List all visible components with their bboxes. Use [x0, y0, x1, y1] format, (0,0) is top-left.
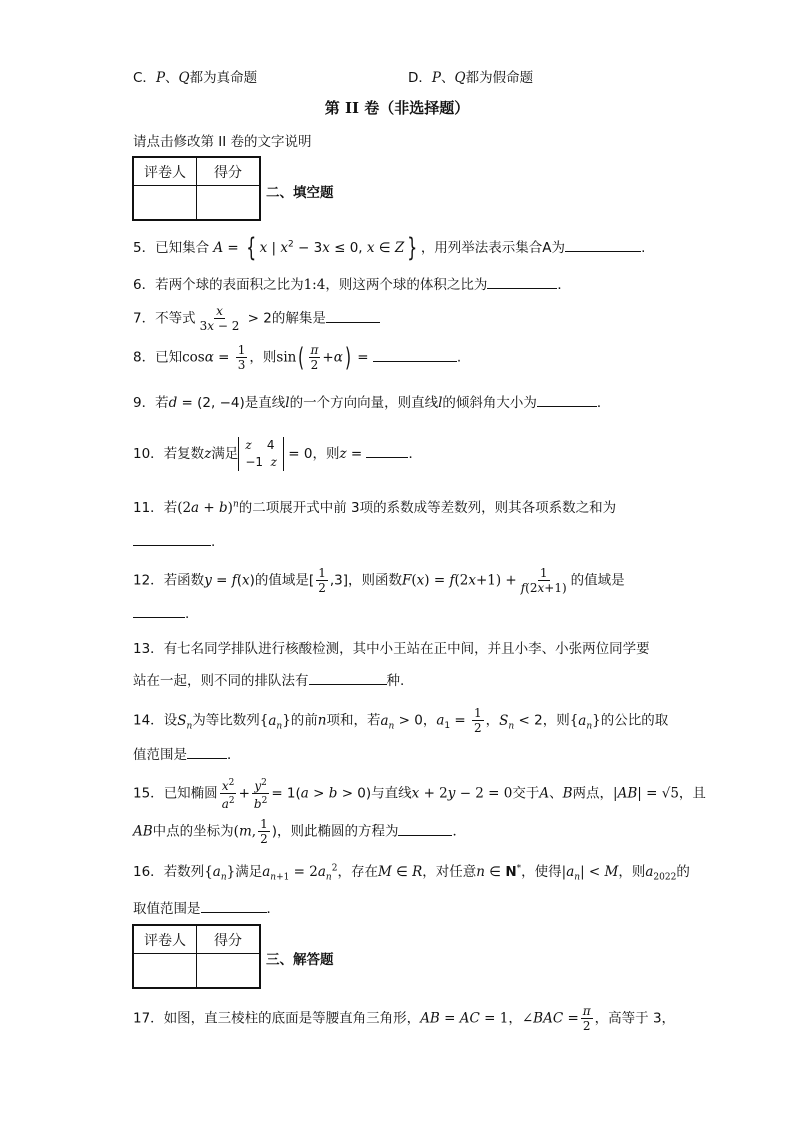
- question-7: 7．不等式 $\frac{x}{3x - 2}$ > 2的解集是: [133, 304, 380, 333]
- question-15-line2: AB中点的坐标为(m, $\frac{1}{2}$ )，则此椭圆的方程为 ．: [133, 817, 466, 846]
- grader-cell: [133, 186, 197, 221]
- question-14: 14．设$S_n$为等比数列$\{a_n\}$的前n项和，若$a_n > 0$，$a_1$ = $\frac{1}{2}$ ，$S_n < 2$，则$\{a_n\}$的公比的取: [133, 706, 669, 735]
- question-12-blank: .: [133, 604, 189, 622]
- question-12: 12．若函数y = f(x)的值域是[ $\frac{1}{2}$ ,3]，则函数F(x) = f(2x+1) + $\frac{1}{f(2x+1)}$ 的值域是: [133, 566, 625, 595]
- question-9: 9．若d = (2, −4)是直线l的一个方向向量，则直线l的倾斜角大小为 ．: [133, 395, 611, 411]
- question-11: 11．若$(2a + b)^n$的二项展开式中前 3项的系数成等差数列，则其各项系数之和为: [133, 499, 617, 516]
- score-label: 得分: [197, 925, 261, 954]
- question-5: 5．已知集合 A = { x | $x^2 - 3x \le 0$, x ∈ Z } ，用列举法表示集合A为 .: [133, 233, 646, 263]
- question-13-line2: 站在一起，则不同的排队法有 种.: [133, 673, 405, 689]
- score-box: [132, 156, 261, 221]
- question-11-blank: .: [133, 532, 215, 550]
- question-15: 15．已知椭圆 $\frac{x^2}{a^2}$ + $\frac{y^2}{b^2}$ = 1(a > b > 0)与直线x + 2y − 2 = 0交于A、B两点，|AB| = √5，且: [133, 778, 706, 811]
- question-6: 6．若两个球的表面积之比为1:4，则这两个球的体积之比为 ．: [133, 277, 571, 293]
- question-8: 8．已知cosα = $\frac{1}{3}$ ，则sin( $\frac{\pi}{2}$ +α) = .: [133, 342, 462, 373]
- question-17: 17．如图，直三棱柱的底面是等腰直角三角形，AB = AC = 1，∠BAC = $\frac{\pi}{2}$ ，高等于 3，: [133, 1004, 676, 1033]
- part2-heading: 二、填空题: [266, 185, 334, 201]
- option-c: C．P、Q都为真命题: [133, 70, 258, 86]
- grader-label: 评卷人: [133, 157, 197, 186]
- question-16-line2: 取值范围是 ．: [133, 901, 280, 917]
- question-13: 13．有七名同学排队进行核酸检测，其中小王站在正中间，并且小李、小张两位同学要: [133, 641, 650, 657]
- grader-label: 评卷人: [133, 925, 197, 954]
- score-cell: [197, 186, 261, 221]
- section-note: 请点击修改第 II 卷的文字说明: [133, 134, 312, 150]
- option-d: D．P、Q都为假命题: [408, 70, 534, 86]
- score-cell: [197, 954, 261, 989]
- part3-heading: 三、解答题: [266, 952, 334, 968]
- section-title: 第 II 卷（非选择题）: [324, 99, 470, 117]
- grader-cell: [133, 954, 197, 989]
- question-16: 16．若数列$\{a_n\}$满足$a_{n+1} = 2a_n^2$，存在M ∈ R，对任意n ∈ N*，使得$|a_n| < M$，则$a_{2022}$的: [133, 863, 690, 883]
- question-14-line2: 值范围是 ．: [133, 747, 241, 763]
- question-10: 10．若复数z满足z 4 −1 z = 0，则z = ．: [133, 438, 422, 469]
- score-label: 得分: [197, 157, 261, 186]
- score-box-2: [132, 924, 261, 989]
